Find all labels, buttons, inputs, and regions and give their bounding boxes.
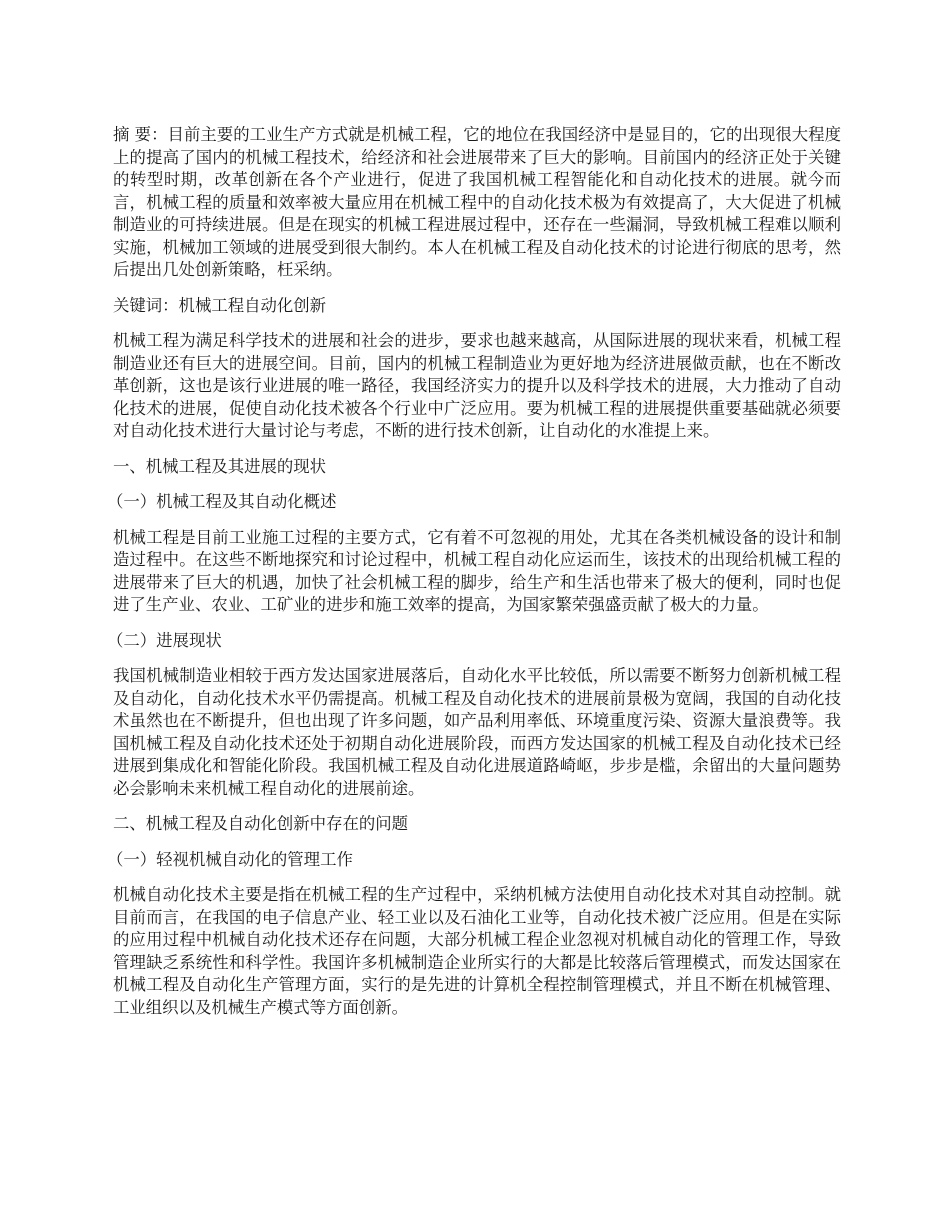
keywords-line: 关键词：机械工程自动化创新 (113, 295, 327, 315)
document-body (107, 124, 841, 1032)
section-2-1-paragraph: 机械自动化技术主要是指在机械工程的生产过程中，采纳机械方法使用自动化技术对其自动控制。就目前而言，在我国的电子信息产业、轻工业以及石油化工业等，自动化技术被广泛应用。但是在实际的应用过程中机械自动化技术还存在问题，大部分机械工程企业忽视对机械自动化的管理工作，导致管理缺乏系统性和科学性。我国许多机械制造企业所实行的大都是比较落后管理模式，而发达国家在机械工程及自动化生产管理方面，实行的是先进的计算机全程控制管理模式，并且不断在机械管理、工业组织以及机械生产模式等方面创新。 (113, 885, 841, 1017)
section-2-1-heading: （一）轻视机械自动化的管理工作 (107, 849, 353, 869)
section-1-heading: 一、机械工程及其进展的现状 (113, 456, 327, 476)
abstract-paragraph: 摘 要：目前主要的工业生产方式就是机械工程，它的地位在我国经济中是显目的，它的出现很大程度上的提高了国内的机械工程技术，给经济和社会进展带来了巨大的影响。目前国内的经济正处于关键的转型时期，改革创新在各个产业进行，促进了我国机械工程智能化和自动化技术的进展。就今而言，机械工程的质量和效率被大量应用在机械工程中的自动化技术极为有效提高了，大大促进了机械制造业的可持续进展。但是在现实的机械工程进展过程中，还存在一些漏洞，导致机械工程难以顺利实施，机械加工领域的进展受到很大制约。本人在机械工程及自动化技术的讨论进行彻底的思考，然后提出几处创新策略，枉采纳。 (113, 125, 841, 279)
section-1-1-heading: （一）机械工程及其自动化概述 (107, 492, 337, 511)
section-1-2-heading: （二）进展现状 (107, 630, 222, 650)
section-2-heading: 二、机械工程及自动化创新中存在的问题 (113, 814, 409, 833)
section-1-1-paragraph: 机械工程是目前工业施工过程的主要方式，它有着不可忽视的用处，尤其在各类机械设备的设计和制造过程中。在这些不断地探究和讨论过程中，机械工程自动化应运而生，该技术的出现给机械工程的进展带来了巨大的机遇，加快了社会机械工程的脚步，给生产和生活也带来了极大的便利，同时也促进了生产业、农业、工矿业的进步和施工效率的提高，为国家繁荣强盛贡献了极大的力量。 (113, 527, 841, 614)
intro-paragraph: 机械工程为满足科学技术的进展和社会的进步，要求也越来越高，从国际进展的现状来看，机械工程制造业还有巨大的进展空间。目前，国内的机械工程制造业为更好地为经济进展做贡献，也在不断改革创新，这也是该行业进展的唯一路径，我国经济实力的提升以及科学技术的进展，大力推动了自动化技术的进展，促使自动化技术被各个行业中广泛应用。要为机械工程的进展提供重要基础就必须要对自动化技术进行大量讨论与考虑，不断的进行技术创新，让自动化的水准提上来。 (113, 331, 841, 440)
section-1-2-paragraph: 我国机械制造业相较于西方发达国家进展落后，自动化水平比较低，所以需要不断努力创新机械工程及自动化，自动化技术水平仍需提高。机械工程及自动化技术的进展前景极为宽阔，我国的自动化技术虽然也在不断提升，但也出现了许多问题，如产品利用率低、环境重度污染、资源大量浪费等。我国机械工程及自动化技术还处于初期自动化进展阶段，而西方发达国家的机械工程及自动化技术已经进展到集成化和智能化阶段。我国机械工程及自动化进展道路崎岖，步步是槛，余留出的大量问题势必会影响未来机械工程自动化的进展前途。 (113, 666, 841, 798)
